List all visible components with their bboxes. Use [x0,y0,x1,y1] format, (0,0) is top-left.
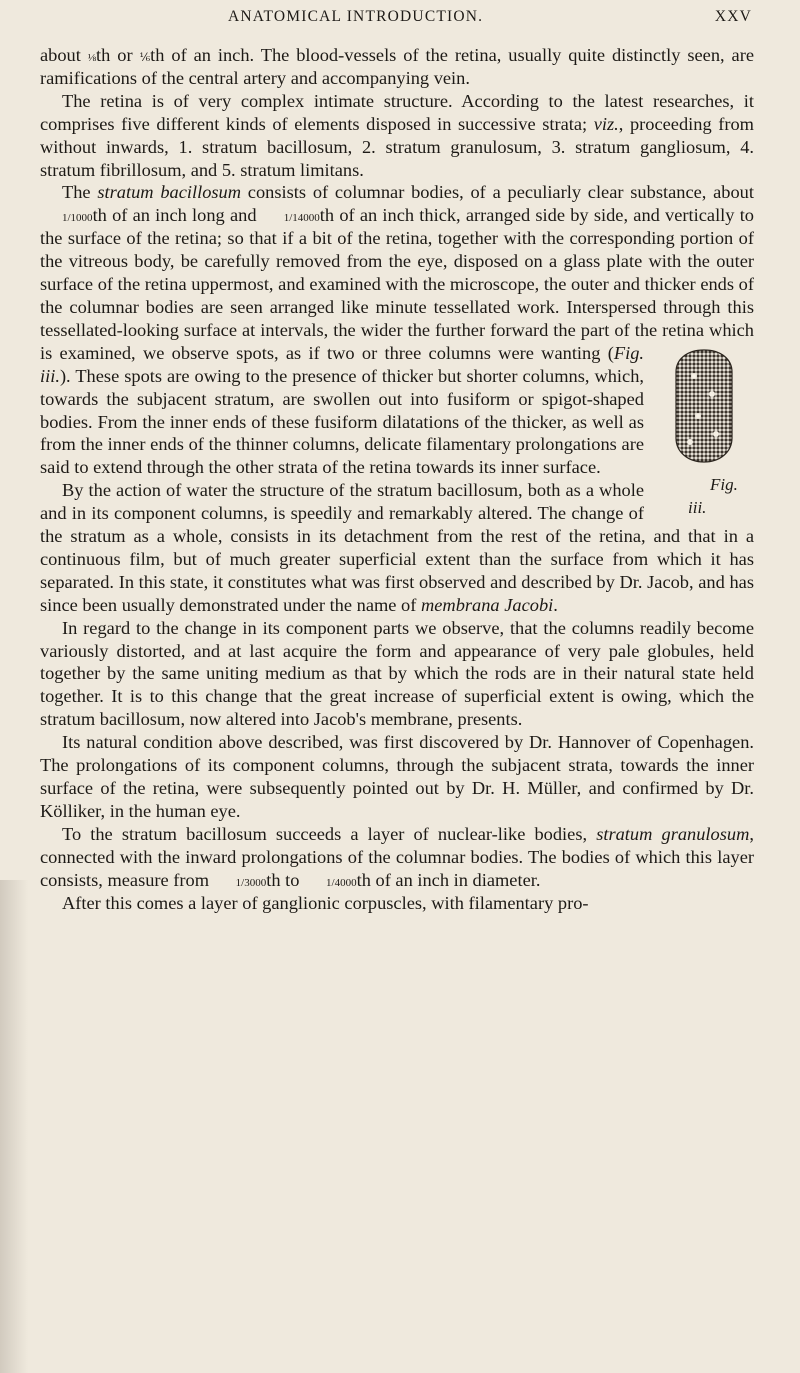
figure-caption: Fig. iii. [688,474,738,517]
paragraph-2 [40,90,754,182]
text-segment: The [62,182,98,203]
text-segment: about [40,45,88,65]
fraction: ⅙ [139,52,151,64]
figure-reference: Fig. iii. [40,342,644,386]
tessellated-columns-illustration [672,346,736,466]
text-segment: The retina is of very complex intimate structure. According to the latest researches, it comprises five different kinds of elements disposed in successive strata; [40,90,754,134]
running-head-title: ANATOMICAL INTRODUCTION. [228,8,484,25]
text-segment: th of an inch thick, arranged side by side, and vertically to the surface of the retina; so that if a bit of the retina, together with the corresponding portion of the vitreous body, be carefully removed from the eye, disposed on a glass plate with the outer surface of the retina uppermost, and examined with the microscope, the outer and thicker ends of the columnar bodies are seen arranged like minute tessellated work. Interspersed through this tessellated-looking surface at intervals, the wider the further forward the part of the retina which is examined, we observe spots, as if two or three columns were wanting ( [40,205,754,363]
paragraph-8: After this comes a layer of ganglionic corpuscles, with filamentary pro- [62,892,589,913]
page-gutter-shadow [0,880,28,1373]
paragraph-4 [40,479,754,616]
text-segment: . [553,594,558,615]
fraction: 1/4000 [326,876,357,889]
text-segment: , proceeding from without inwards, 1. stratum bacillosum, 2. stratum granulosum, 3. stratum gangliosum, 4. stratum fibrillosum, and 5. stratum limitans. [40,113,754,180]
fraction: 1/3000 [235,876,267,889]
italic-term: stratum granulosum [596,823,750,844]
italic-term: stratum bacillosum [97,182,242,203]
italic-term: membrana Jacobi [420,594,554,615]
running-head [0,8,800,30]
fraction: 1/14000 [283,212,320,225]
text-segment: th of an inch in diameter. [356,869,541,890]
page-number: XXV [714,8,752,25]
fraction: 1/1000 [62,212,93,225]
body-text [40,44,754,914]
text-segment: By the action of water the structure of the stratum bacillosum, both as a whole and in its component columns, is speedily and remarkably altered. The change of the stratum as a whole, consists in its detachment from the rest of the retina, and that in a continuous film, but of much greater superficial extent than the surface from which it has separated. In this state, it constitutes what was first observed and described by Dr. Jacob, and has since been usually demonstrated under the name of [40,480,754,615]
paragraph-1 [40,44,754,90]
text-segment: To the stratum bacillosum succeeds a layer of nuclear-like bodies, [62,823,597,844]
text-segment: th to [266,869,305,890]
text-segment: th or [96,45,140,65]
text-segment: consists of columnar bodies, of a peculiarly clear substance, about [241,182,754,203]
paragraph-5: In regard to the change in its component parts we observe, that the columns readily become variously distorted, and at last acquire the form and appearance of very pale globules, held together by the same uniting medium as that by which the rods are in their natural state held together. It is to this change that the great increase of superficial extent is owing, which the stratum bacillosum, now altered into Jacob's membrane, presents. [40,617,754,730]
figure-iii [654,346,754,517]
paragraph-6: Its natural condition above described, was first discovered by Dr. Hannover of Copenhagen. The prolongations of its component columns, through the subjacent strata, towards the inner surface of the retina, were subsequently pointed out by Dr. H. Müller, and confirmed by Dr. Kölliker, in the human eye. [40,732,754,821]
text-segment: th of an inch long and [92,205,262,226]
text-segment: ). These spots are owing to the presence of thicker but shorter columns, which, towards the subjacent stratum, are swollen out into fusiform or spigot-shaped bodies. From the inner ends of these fusiform dilatations of the thicker, as well as from the inner ends of the thinner columns, delicate filamentary prolongations are said to extend through the other strata of the retina towards its inner surface. [40,365,644,478]
paragraph-3 [40,181,754,517]
italic-text: viz. [593,113,619,134]
text-segment: th of an inch. The blood-vessels of the retina, usually quite distinctly seen, are ramifications of the central artery and accompanying vein. [40,45,754,88]
fraction: ⅛ [87,52,97,64]
paragraph-7 [40,823,754,892]
text-segment: , connected with the inward prolongations of the columnar bodies. The bodies of which this layer consists, measure from [40,823,754,890]
